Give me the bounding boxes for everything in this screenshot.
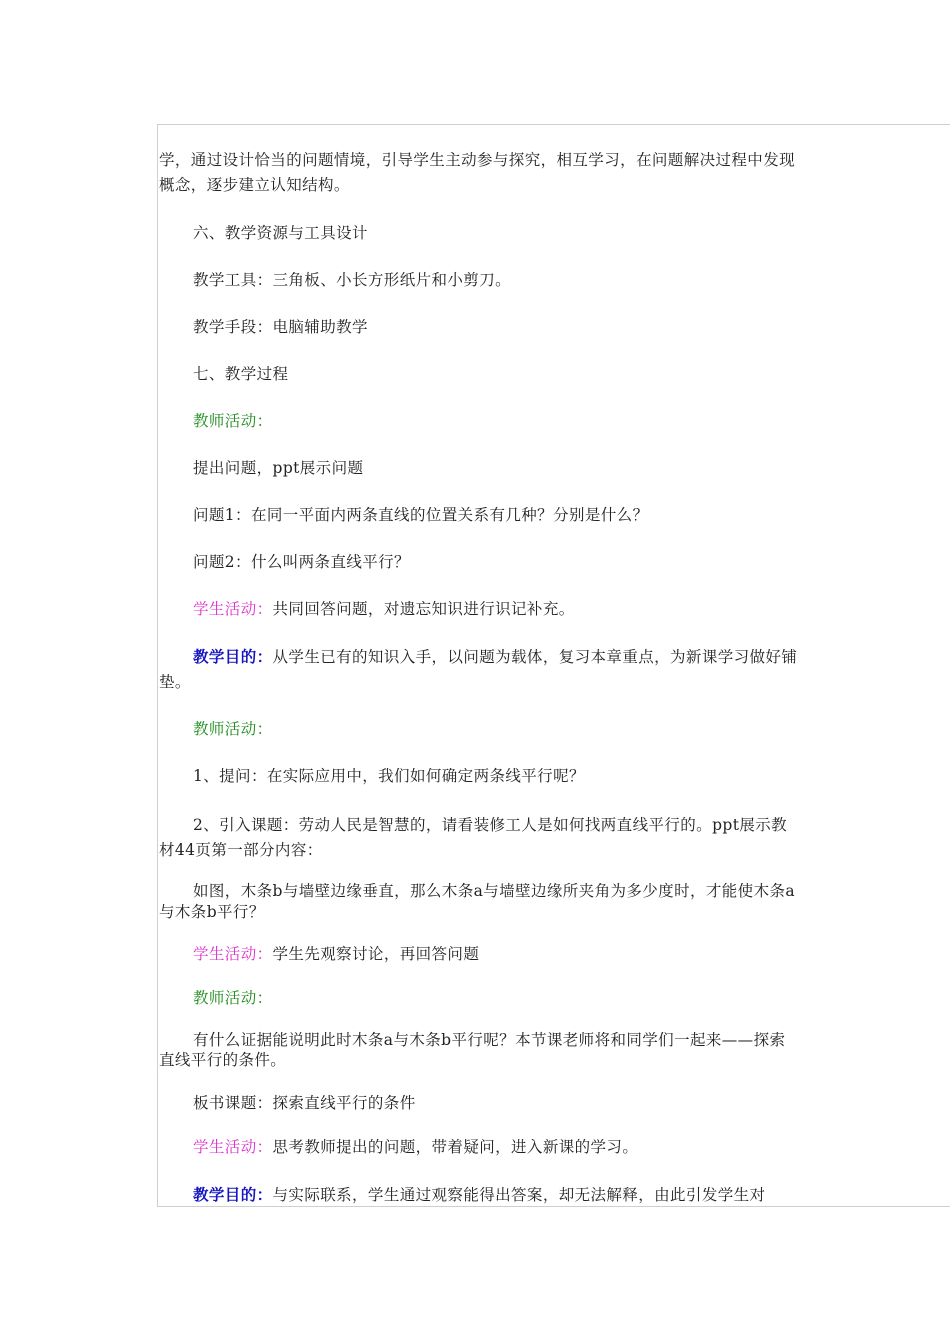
- paragraph-teaching-means: 教学手段：电脑辅助教学: [193, 318, 368, 336]
- student-activity-paragraph: 学生活动：学生先观察讨论，再回答问题: [193, 945, 480, 963]
- teacher-activity-label: 教师活动：: [193, 720, 273, 738]
- section-heading-resources: 六、教学资源与工具设计: [193, 224, 368, 242]
- paragraph-intro-continuation: 学，通过设计恰当的问题情境，引导学生主动参与探究，相互学习，在问题解决过程中发现概念，逐步建立认知结构。: [159, 151, 796, 194]
- paragraph-wood-strip-problem: 如图，木条b与墙壁边缘垂直，那么木条a与墙壁边缘所夹角为多少度时，才能使木条a与木条b平行？: [159, 882, 796, 921]
- teacher-activity-label: 教师活动：: [193, 412, 273, 430]
- paragraph-introduce-topic: 2、引入课题：劳动人民是智慧的，请看装修工人是如何找两直线平行的。ppt展示教材44页第一部分内容：: [159, 816, 788, 859]
- teaching-goal-paragraph: 教学目的：与实际联系，学生通过观察能得出答案，却无法解释，由此引发学生对: [193, 1185, 766, 1204]
- paragraph-board-title: 板书课题：探索直线平行的条件: [193, 1094, 416, 1112]
- teaching-goal-paragraph: 教学目的：从学生已有的知识入手，以问题为载体，复习本章重点，为新课学习做好铺垫。: [159, 647, 798, 691]
- student-activity-paragraph: 学生活动：共同回答问题，对遗忘知识进行识记补充。: [193, 600, 575, 618]
- paragraph-pose-question: 提出问题，ppt展示问题: [193, 459, 364, 477]
- paragraph-question-1: 问题1：在同一平面内两条直线的位置关系有几种？分别是什么？: [193, 506, 649, 524]
- student-activity-paragraph: 学生活动：思考教师提出的问题，带着疑问，进入新课的学习。: [193, 1138, 639, 1156]
- paragraph-ask-question: 1、提问：在实际应用中，我们如何确定两条线平行呢？: [193, 767, 585, 785]
- section-heading-process: 七、教学过程: [193, 365, 289, 383]
- teacher-activity-label: 教师活动：: [193, 989, 273, 1007]
- paragraph-teaching-tools: 教学工具：三角板、小长方形纸片和小剪刀。: [193, 271, 512, 289]
- paragraph-evidence-question: 有什么证据能说明此时木条a与木条b平行呢？本节课老师将和同学们一起来——探索直线平行的条件。: [159, 1031, 786, 1069]
- paragraph-question-2: 问题2：什么叫两条直线平行？: [193, 553, 410, 571]
